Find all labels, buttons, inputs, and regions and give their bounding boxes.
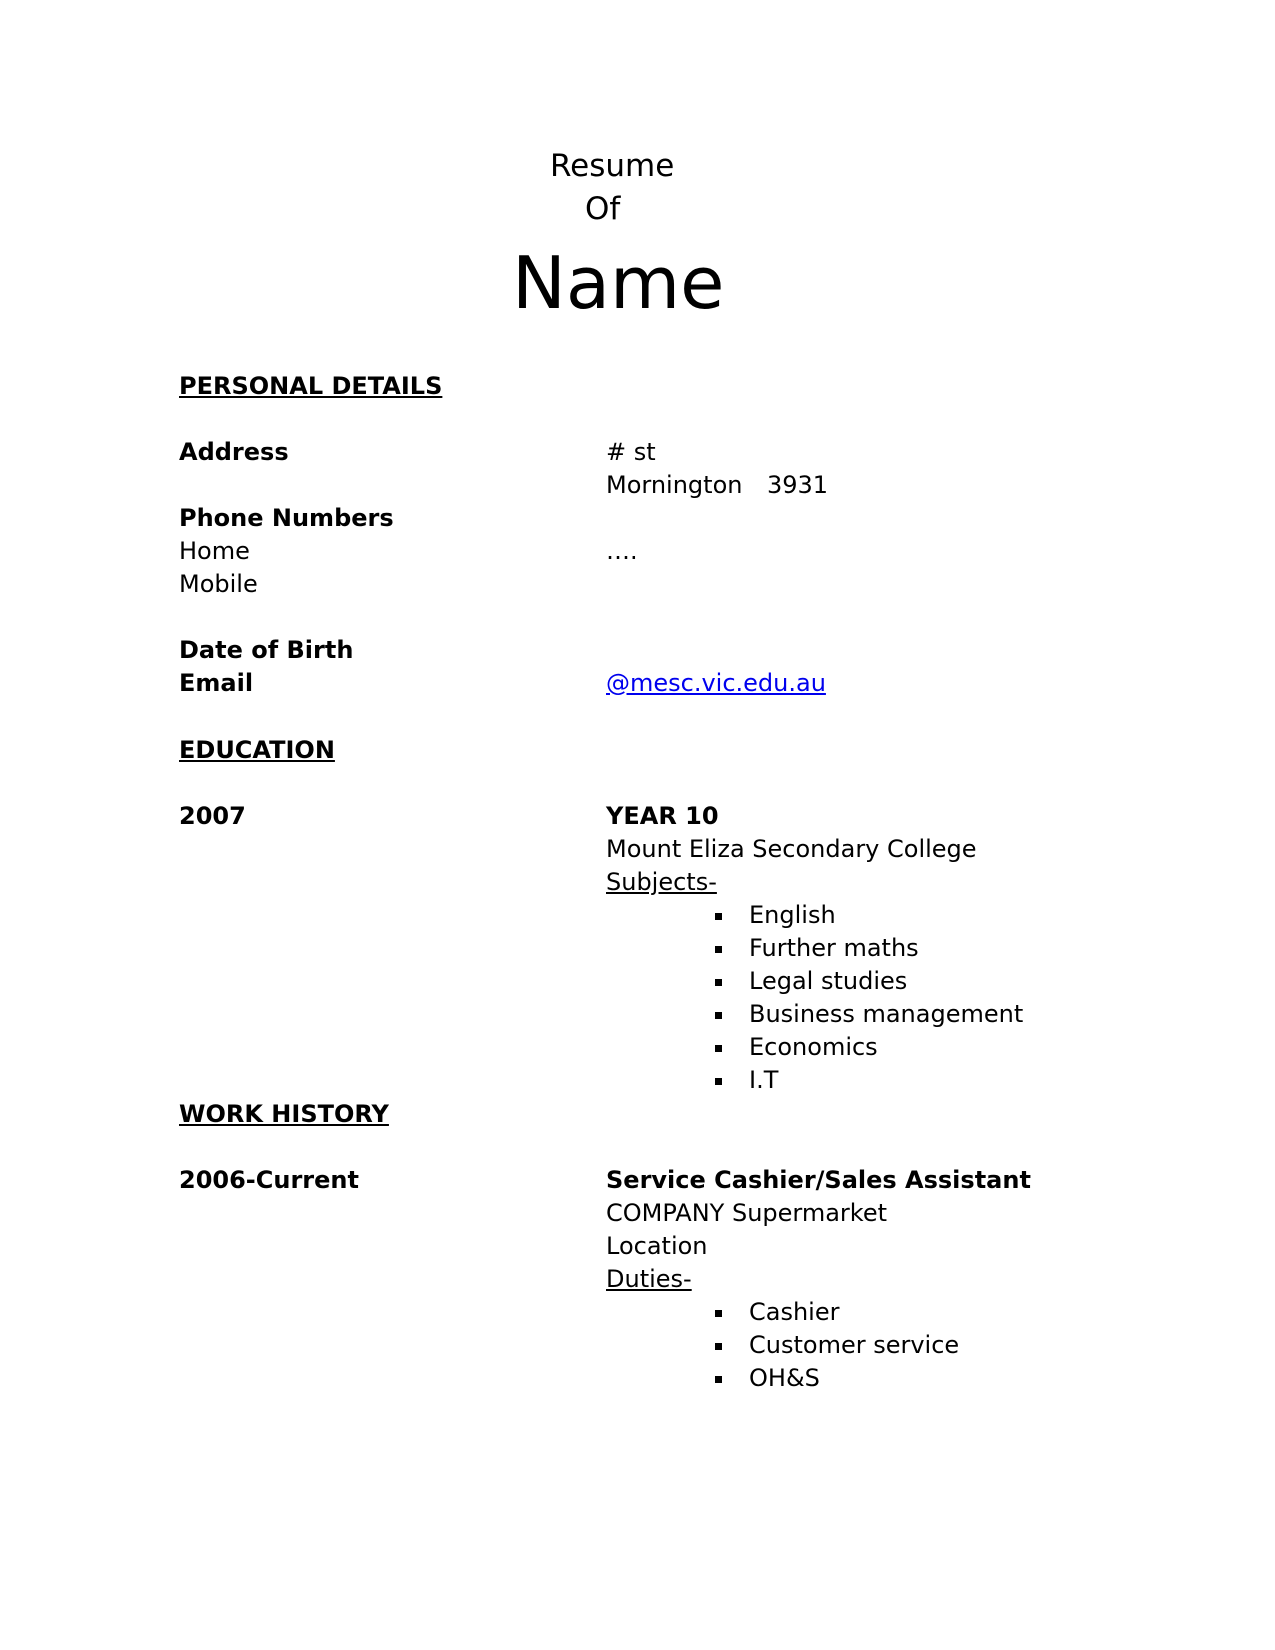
bullet-icon [715,1376,722,1383]
bullet-icon [715,1310,722,1317]
bullet-icon [715,979,722,986]
work-history-heading: WORK HISTORY [179,1100,389,1128]
bullet-icon [715,913,722,920]
bullet-icon [715,1045,722,1052]
address-suburb: Mornington [606,471,743,499]
subject-item: Business management [749,1000,1024,1028]
duty-item: Cashier [749,1298,840,1326]
duty-item: Customer service [749,1331,960,1359]
subject-item: Further maths [749,934,919,962]
subject-item: Economics [749,1033,878,1061]
bullet-icon [715,946,722,953]
subject-item: English [749,901,836,929]
work-period: 2006-Current [179,1166,359,1194]
school-name: Mount Eliza Secondary College [606,835,977,863]
education-year: 2007 [179,802,246,830]
subject-item: I.T [749,1066,779,1094]
mobile-label: Mobile [179,570,258,598]
address-street: # st [606,438,656,466]
subject-item: Legal studies [749,967,908,995]
job-title: Service Cashier/Sales Assistant [606,1166,1031,1194]
education-heading: EDUCATION [179,736,335,764]
subjects-label: Subjects- [606,868,717,896]
duties-label: Duties- [606,1265,692,1293]
address-label: Address [179,438,289,466]
candidate-name: Name [512,241,725,325]
bullet-icon [715,1343,722,1350]
bullet-icon [715,1012,722,1019]
bullet-icon [715,1078,722,1085]
phone-numbers-label: Phone Numbers [179,504,394,532]
home-phone-label: Home [179,537,250,565]
address-postcode: 3931 [767,471,829,499]
email-link[interactable]: @mesc.vic.edu.au [606,669,826,697]
personal-details-heading: PERSONAL DETAILS [179,372,443,400]
company-name: COMPANY Supermarket [606,1199,888,1227]
duty-item: OH&S [749,1364,820,1392]
resume-title: Resume [550,148,675,184]
job-location: Location [606,1232,708,1260]
home-phone-value: …. [606,537,638,565]
date-of-birth-label: Date of Birth [179,636,354,664]
education-level: YEAR 10 [606,802,719,830]
email-label: Email [179,669,254,697]
of-title: Of [585,191,621,227]
